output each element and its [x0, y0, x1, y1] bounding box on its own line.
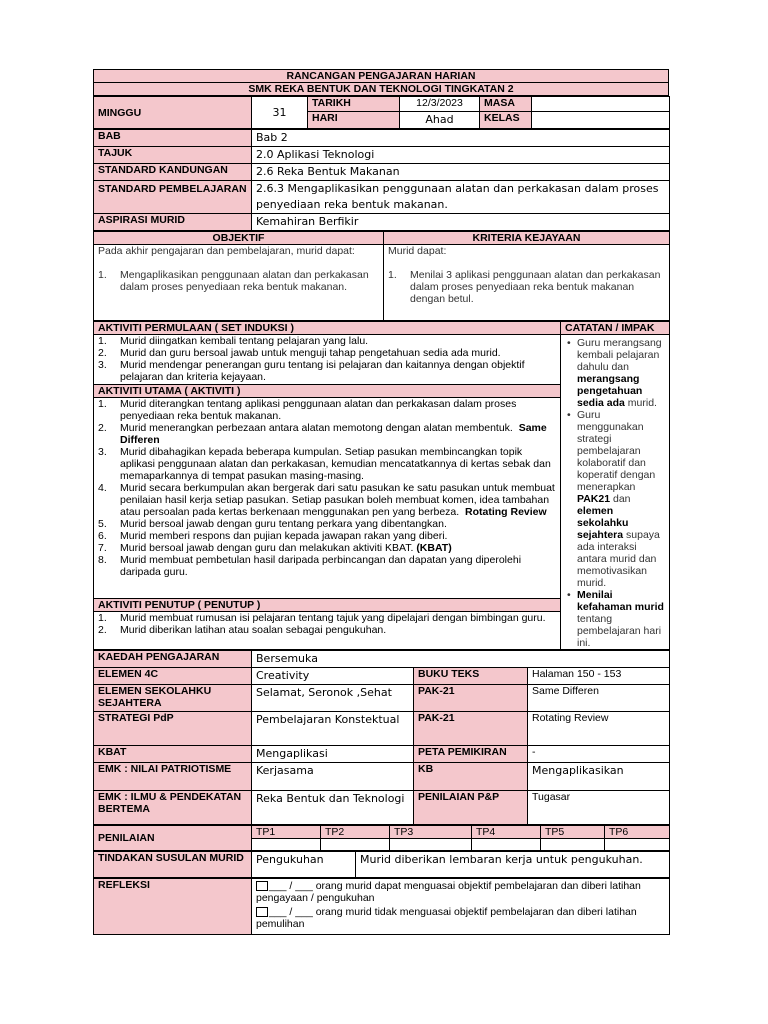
pak21-tag: Rotating Review	[465, 505, 547, 518]
strategi-label: STRATEGI PdP	[94, 712, 252, 746]
checkbox-icon[interactable]	[256, 881, 268, 891]
item-number: 3.	[98, 359, 107, 371]
item-text: Murid dan guru bersoal jawab untuk menguji tahap pengetahuan sedia ada murid.	[120, 347, 501, 359]
standard-pembelajaran-label: STANDARD PEMBELAJARAN	[94, 181, 252, 214]
kriteria-item-number: 1.	[388, 269, 397, 281]
item-number: 1.	[98, 335, 107, 347]
catatan-bold: merangsang pengetahuan sedia ada	[577, 373, 643, 409]
aspirasi-value: Kemahiran Berfikir	[252, 214, 670, 231]
tp4-cell[interactable]	[472, 839, 541, 851]
refleksi-line-1	[256, 880, 665, 904]
penilaian-label: PENILAIAN	[94, 826, 252, 851]
minggu-label: MINGGU	[94, 97, 252, 129]
item-text: Murid memberi respons dan pujian kepada jawapan rakan yang diberi.	[120, 529, 448, 542]
penutup-item	[98, 624, 556, 636]
penilaian-pnp-value: Tugasar	[528, 791, 670, 825]
catatan-bullet-3	[565, 589, 665, 649]
penutup-content	[94, 612, 561, 650]
permulaan-heading: AKTIVITI PERMULAAN ( SET INDUKSI )	[94, 322, 561, 335]
tp2-header: TP2	[321, 826, 390, 839]
refleksi-line-2	[256, 906, 665, 930]
utama-heading: AKTIVITI UTAMA ( AKTIVITI )	[94, 384, 561, 397]
item-text: Murid membuat pembetulan hasil daripada perbincangan dan dapatan yang diperolehi daripada guru.	[120, 553, 522, 578]
catatan-heading: CATATAN / IMPAK	[561, 322, 670, 335]
emk-ilmu-value: Reka Bentuk dan Teknologi	[252, 791, 414, 825]
objektif-intro: Pada akhir pengajaran dan pembelajaran, murid dapat:	[98, 245, 355, 257]
tarikh-value: 12/3/2023	[400, 97, 480, 112]
pak21-label: PAK-21	[414, 685, 528, 712]
lesson-plan-document	[93, 69, 669, 935]
kb-value: Mengaplikasikan	[528, 763, 670, 791]
tindakan-table	[93, 851, 670, 878]
kbat-label: KBAT	[94, 746, 252, 763]
catatan-text: murid.	[624, 397, 657, 409]
penutup-item	[98, 612, 556, 624]
utama-item	[98, 446, 556, 482]
item-number: 2.	[98, 624, 107, 637]
item-text: Murid bersoal jawab dengan guru tentang perkara yang dibentangkan.	[120, 517, 447, 530]
item-number: 1.	[98, 612, 107, 625]
item-number: 5.	[98, 517, 107, 530]
masa-label: MASA	[480, 97, 532, 112]
permulaan-item	[98, 359, 556, 383]
info-table	[93, 96, 670, 129]
elemen-4c-label: ELEMEN 4C	[94, 668, 252, 685]
syllabus-table	[93, 129, 670, 231]
objective-table	[93, 231, 670, 321]
pak21-value-2: Rotating Review	[528, 712, 670, 746]
catatan-content	[561, 335, 670, 650]
peta-pemikiran-label: PETA PEMIKIRAN	[414, 746, 528, 763]
kriteria-item-text: Menilai 3 aplikasi penggunaan alatan dan perkakasan dalam proses penyediaan reka bentuk makanan dengan betul.	[410, 269, 661, 305]
item-number: 7.	[98, 541, 107, 554]
tp6-cell[interactable]	[605, 839, 670, 851]
catatan-bold: PAK21	[577, 493, 611, 505]
item-number: 8.	[98, 553, 107, 566]
item-text: Murid secara berkumpulan akan bergerak dari satu pasukan ke satu pasukan untuk membuat penilaian hasil kerja setiap pasukan. Setiap pasukan boleh membuat komen, idea tambahan atau persoalan pada kertas berkenaan menggunakan pen yang berbeza.	[120, 481, 555, 518]
utama-item	[98, 398, 556, 422]
objektif-item-text: Mengaplikasikan penggunaan alatan dan perkakasan dalam proses penyediaan reka bentuk makanan.	[120, 269, 369, 293]
buku-teks-label: BUKU TEKS	[414, 668, 528, 685]
item-text: Murid diberikan latihan atau soalan sebagai pengukuhan.	[120, 624, 387, 637]
header-table	[93, 69, 669, 96]
activities-table	[93, 321, 670, 650]
catatan-bullet-2	[565, 409, 665, 589]
kriteria-content	[384, 245, 670, 321]
kaedah-label: KAEDAH PENGAJARAN	[94, 651, 252, 668]
item-text: Murid bersoal jawab dengan guru dan melakukan aktiviti KBAT.	[120, 541, 414, 554]
emk-ilmu-label: EMK : ILMU & PENDEKATAN BERTEMA	[94, 791, 252, 825]
bab-label: BAB	[94, 130, 252, 147]
penilaian-table	[93, 825, 670, 851]
tp4-header: TP4	[472, 826, 541, 839]
catatan-text: tentang pembelajaran hari ini.	[577, 613, 662, 649]
item-text: Murid diterangkan tentang aplikasi penggunaan alatan dan perkakasan dalam proses penyediaan reka bentuk makanan.	[120, 397, 517, 422]
item-text: Murid menerangkan perbezaan antara alatan memotong dengan alatan membentuk.	[120, 421, 513, 434]
document-subtitle: SMK REKA BENTUK DAN TEKNOLOGI TINGKATAN 2	[94, 83, 669, 96]
elemen-4c-value: Creativity	[252, 668, 414, 685]
aspirasi-label: ASPIRASI MURID	[94, 214, 252, 231]
objektif-content	[94, 245, 384, 321]
pak21-label-2: PAK-21	[414, 712, 528, 746]
tp1-header: TP1	[252, 826, 321, 839]
catatan-bold: elemen sekolahku sejahtera	[577, 505, 629, 541]
emk-nilai-value: Kerjasama	[252, 763, 414, 791]
buku-teks-value: Halaman 150 - 153	[528, 668, 670, 685]
document-title: RANCANGAN PENGAJARAN HARIAN	[94, 70, 669, 83]
item-text: Murid diingatkan kembali tentang pelajaran yang lalu.	[120, 335, 369, 347]
utama-item	[98, 542, 556, 554]
hari-value: Ahad	[400, 112, 480, 129]
tindakan-value-1: Pengukuhan	[252, 852, 356, 878]
details-table	[93, 650, 670, 825]
tp5-header: TP5	[541, 826, 605, 839]
permulaan-item	[98, 347, 556, 359]
tindakan-label: TINDAKAN SUSULAN MURID	[94, 852, 252, 878]
catatan-text: Guru merangsang kembali pelajaran dahulu dan	[577, 337, 662, 373]
elemen-sekolahku-value: Selamat, Seronok ,Sehat	[252, 685, 414, 712]
item-number: 2.	[98, 347, 107, 359]
kriteria-intro: Murid dapat:	[388, 245, 447, 257]
masa-value	[532, 97, 670, 112]
catatan-text: dan	[610, 493, 631, 505]
kelas-label: KELAS	[480, 112, 532, 129]
tp1-cell[interactable]	[252, 839, 321, 851]
tarikh-label: TARIKH	[308, 97, 400, 112]
utama-content	[94, 397, 561, 598]
standard-pembelajaran-value: 2.6.3 Mengaplikasikan penggunaan alatan dan perkakasan dalam proses penyediaan reka bentuk makanan.	[252, 181, 670, 214]
item-text: Murid mendengar penerangan guru tentang isi pelajaran dan kaitannya dengan objektif pelajaran dan kriteria kejayaan.	[120, 359, 525, 383]
refleksi-content	[252, 879, 670, 935]
standard-kandungan-value: 2.6 Reka Bentuk Makanan	[252, 164, 670, 181]
emk-nilai-label: EMK : NILAI PATRIOTISME	[94, 763, 252, 791]
standard-kandungan-label: STANDARD KANDUNGAN	[94, 164, 252, 181]
hari-label: HARI	[308, 112, 400, 129]
objektif-item-number: 1.	[98, 269, 107, 281]
kb-label: KB	[414, 763, 528, 791]
tp3-cell[interactable]	[390, 839, 472, 851]
objektif-heading: OBJEKTIF	[94, 232, 384, 245]
tp5-cell[interactable]	[541, 839, 605, 851]
kelas-value	[532, 112, 670, 129]
refleksi-text-1: ___ / ___ orang murid dapat menguasai objektif pembelajaran dan diberi latihan pengayaan / pengukuhan	[256, 880, 641, 904]
catatan-text: supaya ada interaksi antara murid dan memotivasikan murid.	[577, 529, 660, 589]
tp6-header: TP6	[605, 826, 670, 839]
utama-item	[98, 554, 556, 578]
peta-pemikiran-value: -	[528, 746, 670, 763]
tajuk-label: TAJUK	[94, 147, 252, 164]
utama-item	[98, 530, 556, 542]
utama-item	[98, 482, 556, 518]
item-number: 6.	[98, 529, 107, 542]
bab-value: Bab 2	[252, 130, 670, 147]
pak21-value: Same Differen	[528, 685, 670, 712]
refleksi-text-2: ___ / ___ orang murid tidak menguasai objektif pembelajaran dan diberi latihan pemulihan	[256, 906, 637, 930]
objektif-item	[98, 269, 379, 293]
permulaan-item	[98, 335, 556, 347]
catatan-text: Guru menggunakan strategi pembelajaran kolaboratif dan koperatif dengan menerapkan	[577, 409, 656, 493]
catatan-bold: Menilai kefahaman murid	[577, 589, 664, 613]
item-number: 4.	[98, 481, 107, 494]
kriteria-item	[388, 269, 665, 305]
tajuk-value: 2.0 Aplikasi Teknologi	[252, 147, 670, 164]
item-number: 1.	[98, 397, 107, 410]
elemen-sekolahku-label: ELEMEN SEKOLAHKU SEJAHTERA	[94, 685, 252, 712]
refleksi-table	[93, 878, 670, 935]
utama-item	[98, 422, 556, 446]
kbat-tag: (KBAT)	[416, 541, 452, 554]
tindakan-value-2: Murid diberikan lembaran kerja untuk pengukuhan.	[356, 852, 670, 878]
catatan-bullet-1	[565, 337, 665, 409]
kriteria-heading: KRITERIA KEJAYAAN	[384, 232, 670, 245]
minggu-value: 31	[252, 97, 308, 129]
tp3-header: TP3	[390, 826, 472, 839]
penilaian-pnp-label: PENILAIAN P&P	[414, 791, 528, 825]
item-number: 3.	[98, 445, 107, 458]
pak21-tag: Same Differen	[120, 421, 547, 446]
penutup-heading: AKTIVITI PENUTUP ( PENUTUP )	[94, 599, 561, 612]
kaedah-value: Bersemuka	[252, 651, 670, 668]
checkbox-icon[interactable]	[256, 907, 268, 917]
item-text: Murid dibahagikan kepada beberapa kumpulan. Setiap pasukan membincangkan topik aplikasi penggunaan alatan dan perkakasan, kemudian mencatatkannya di kertas sebak dan memaparkannya di tempat pasukan masing-masing.	[120, 445, 551, 482]
item-text: Murid membuat rumusan isi pelajaran tentang tajuk yang dipelajari dengan bimbingan guru.	[120, 612, 546, 625]
refleksi-label: REFLEKSI	[94, 879, 252, 935]
item-number: 2.	[98, 421, 107, 434]
strategi-value: Pembelajaran Konstektual	[252, 712, 414, 746]
permulaan-content	[94, 335, 561, 385]
utama-item	[98, 518, 556, 530]
tp2-cell[interactable]	[321, 839, 390, 851]
kbat-value: Mengaplikasi	[252, 746, 414, 763]
